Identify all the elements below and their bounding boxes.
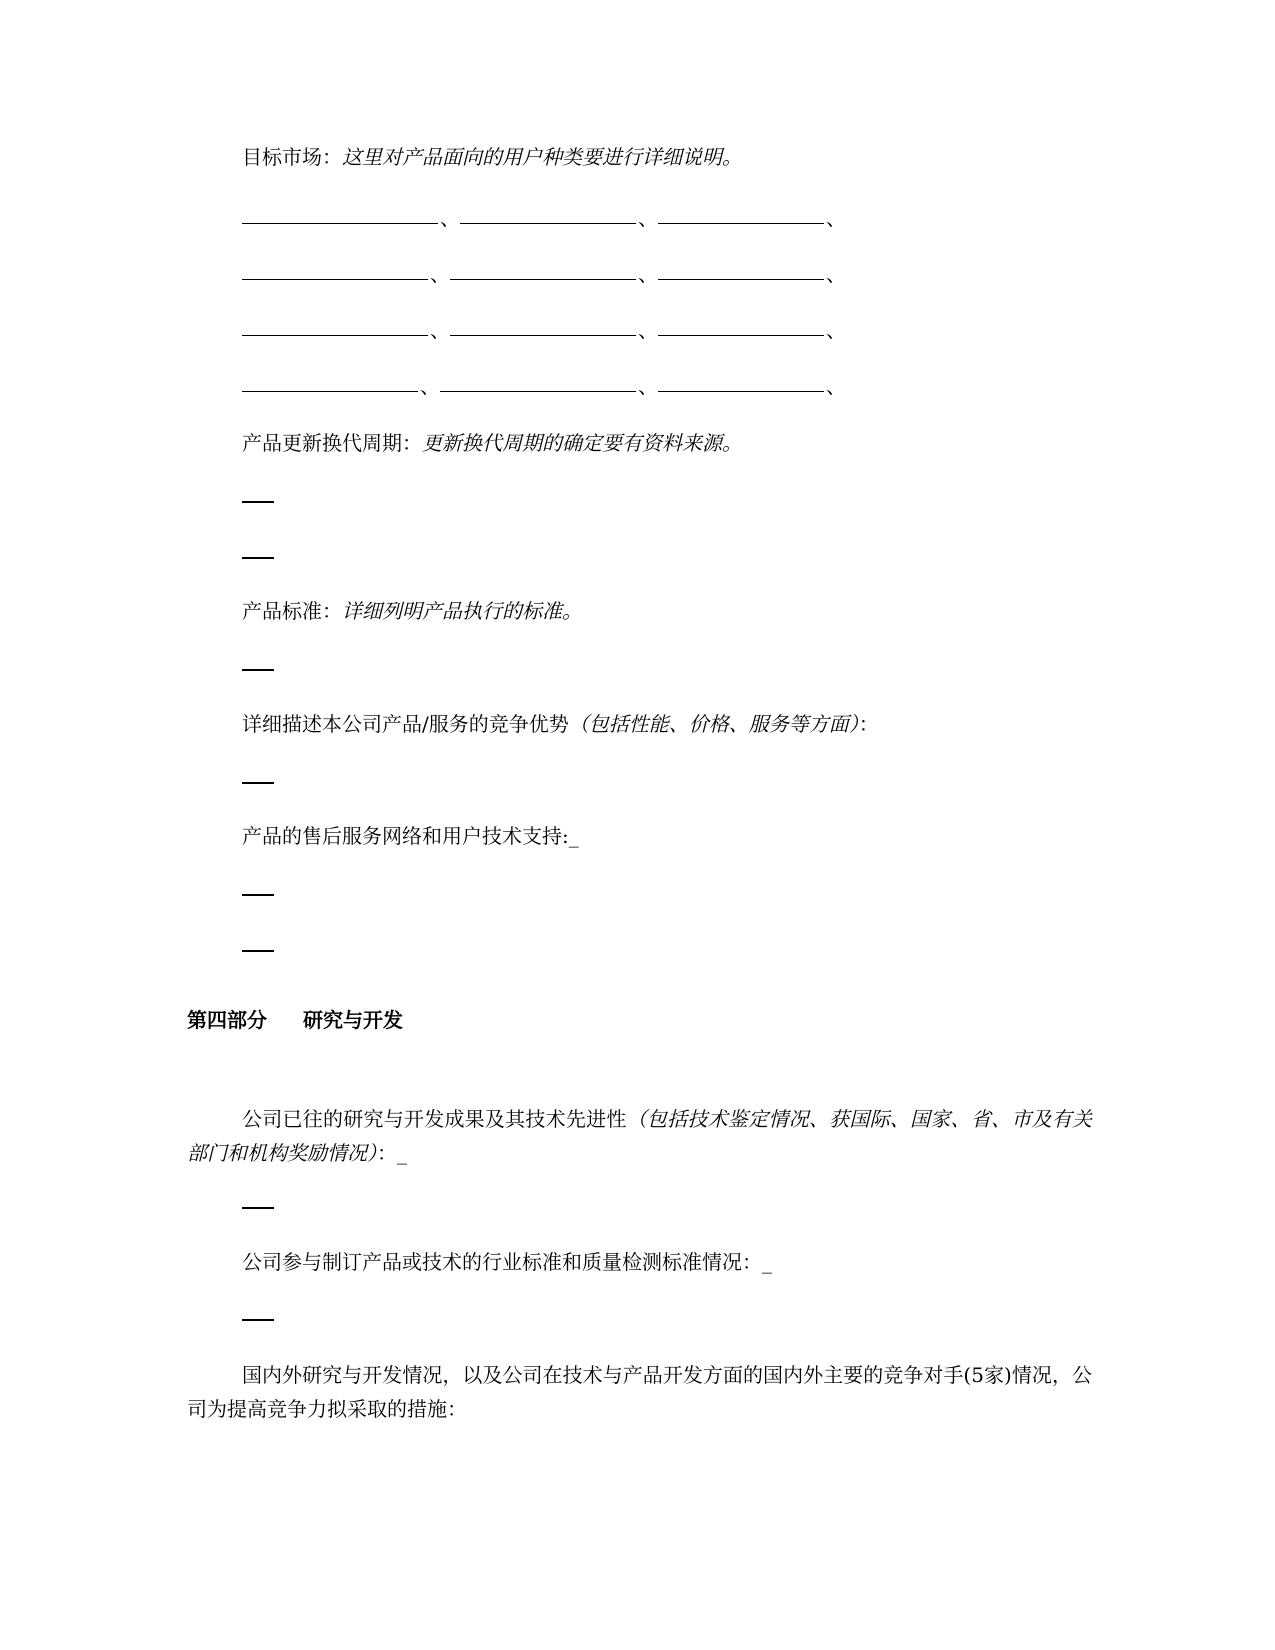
section-title: 研究与开发	[303, 1008, 403, 1032]
competitors-paragraph	[187, 1358, 1092, 1426]
target-market-blank-row-1[interactable]: 、 、 、	[242, 202, 862, 228]
industry-standard-line	[242, 1249, 772, 1275]
rd-results-hint: （包括技术鉴定情况、获国际、国家、省、市及有关部门和机构奖励情况）	[187, 1107, 1093, 1165]
competitive-advantage-label: 详细描述本公司产品/服务的竞争优势	[242, 712, 569, 736]
after-sales-line	[242, 823, 579, 849]
update-cycle-line	[242, 430, 742, 456]
competitors-label: 国内外研究与开发情况，以及公司在技术与产品开发方面的国内外主要的竞争对手(5家)情况，公司为提高竞争力拟采取的措施：	[187, 1363, 1092, 1421]
product-standard-hint: 详细列明产品执行的标准。	[342, 599, 582, 623]
competitive-advantage-hint: （包括性能、价格、服务等方面）	[568, 712, 859, 736]
target-market-hint: 这里对产品面向的用户种类要进行详细说明。	[342, 145, 742, 169]
rd-results-label: 公司已往的研究与开发成果及其技术先进性	[242, 1107, 627, 1131]
blank-line[interactable]	[242, 557, 274, 559]
update-cycle-hint: 更新换代周期的确定要有资料来源。	[422, 431, 742, 455]
target-market-label: 目标市场：	[242, 145, 342, 169]
section-heading	[187, 1007, 403, 1033]
after-sales-label: 产品的售后服务网络和用户技术支持:_	[242, 824, 579, 848]
blank-line[interactable]	[242, 894, 274, 896]
target-market-line	[242, 144, 742, 170]
blank-line[interactable]	[242, 1319, 274, 1321]
target-market-blank-row-2[interactable]: 、 、 、	[242, 258, 862, 284]
rd-results-paragraph: 公司已往的研究与开发成果及其技术先进性（包括技术鉴定情况、获国际、国家、省、市及有关部门和机构奖励情况）：_	[187, 1107, 1093, 1165]
update-cycle-label: 产品更新换代周期：	[242, 431, 422, 455]
competitive-advantage-line: 详细描述本公司产品/服务的竞争优势（包括性能、价格、服务等方面）：	[242, 712, 879, 736]
blank-line[interactable]	[242, 1207, 274, 1209]
blank-line[interactable]	[242, 501, 274, 503]
blank-line[interactable]	[242, 950, 274, 952]
product-standard-line	[242, 598, 582, 624]
target-market-blank-row-3[interactable]: 、 、 、	[242, 314, 862, 340]
industry-standard-label: 公司参与制订产品或技术的行业标准和质量检测标准情况：_	[242, 1250, 772, 1274]
target-market-blank-row-4[interactable]: 、 、 、	[242, 370, 862, 396]
product-standard-label: 产品标准：	[242, 599, 342, 623]
blank-line[interactable]	[242, 669, 274, 671]
section-part: 第四部分	[187, 1008, 267, 1032]
blank-line[interactable]	[242, 782, 274, 784]
